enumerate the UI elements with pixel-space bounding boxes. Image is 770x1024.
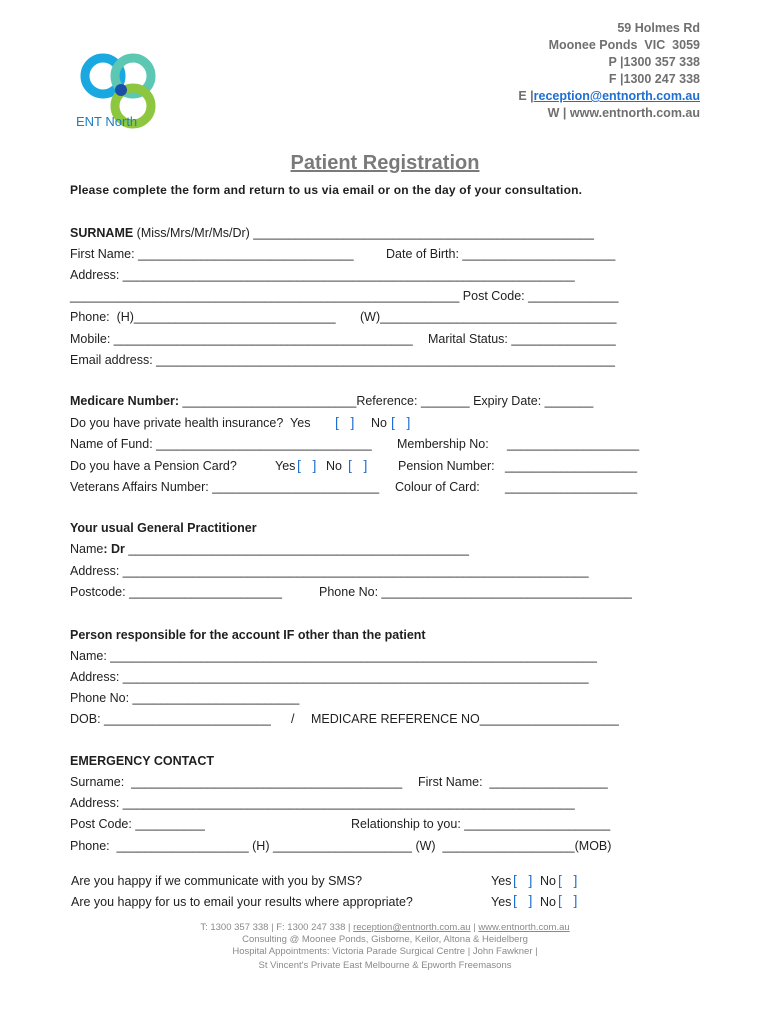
membership-field[interactable]: ___________________ (507, 437, 640, 451)
clinic-address-line2: Moonee Ponds VIC 3059 (548, 38, 700, 52)
phone-home-field[interactable]: Phone: (H)_____________________________ (70, 310, 336, 324)
email-field[interactable]: Email address: __________________________________________________________________ (70, 353, 615, 367)
emergency-surname-field[interactable]: Surname: _______________________________________ (70, 775, 403, 789)
sms-yes-label: Yes (491, 874, 512, 888)
footer-phone-fax: T: 1300 357 338 | F: 1300 247 338 | (200, 922, 354, 933)
private-insurance-question: Do you have private health insurance? Yes (70, 416, 311, 430)
gp-name-field[interactable] (70, 541, 469, 557)
email-prefix: E | (518, 89, 534, 103)
pension-question: Do you have a Pension Card? (70, 459, 237, 473)
colour-of-card-field[interactable]: ___________________ (505, 480, 638, 494)
logo-mark-icon (77, 50, 167, 150)
responsible-medicare-field[interactable]: MEDICARE REFERENCE NO____________________ (311, 712, 619, 726)
surname-label: SURNAME (70, 226, 134, 240)
marital-status-field[interactable]: Marital Status: _______________ (428, 332, 616, 346)
gp-name-line: _________________________________________________ (124, 542, 469, 556)
responsible-name-field[interactable]: Name: ______________________________________________________________________ (70, 649, 597, 663)
clinic-fax: F |1300 247 338 (608, 72, 700, 86)
address-field[interactable]: Address: _________________________________________________________________ (70, 268, 575, 282)
gp-heading: Your usual General Practitioner (70, 521, 257, 535)
emergency-postcode-field[interactable]: Post Code: __________ (70, 817, 205, 831)
sms-question: Are you happy if we communicate with you by SMS? (71, 874, 363, 888)
gp-phone-field[interactable]: Phone No: ____________________________________ (319, 585, 632, 599)
pension-yes-label: Yes (275, 459, 296, 473)
gp-postcode-field[interactable]: Postcode: ______________________ (70, 585, 283, 599)
results-yes-checkbox[interactable]: [ ] (513, 892, 533, 908)
clinic-phone: P |1300 357 338 (608, 55, 700, 69)
mobile-field[interactable]: Mobile: ___________________________________________ (70, 332, 413, 346)
sms-yes-checkbox[interactable]: [ ] (513, 872, 533, 888)
responsible-phone-field[interactable]: Phone No: ________________________ (70, 691, 300, 705)
pension-number-field[interactable]: ___________________ (505, 459, 638, 473)
emergency-phone-field[interactable]: Phone: ___________________ (H) ____________________ (W) ___________________(MOB) (70, 839, 612, 853)
membership-label: Membership No: (397, 437, 489, 451)
veterans-affairs-field[interactable]: Veterans Affairs Number: ________________________ (70, 480, 380, 494)
emergency-address-field[interactable]: Address: _________________________________________________________________ (70, 796, 575, 810)
emergency-first-name-field[interactable]: First Name: _________________ (418, 775, 608, 789)
pension-no-checkbox[interactable]: [ ] (348, 457, 368, 473)
medicare-label: Medicare Number: (70, 394, 180, 408)
clinic-website[interactable]: W | www.entnorth.com.au (547, 106, 700, 120)
gp-address-field[interactable]: Address: ___________________________________________________________________ (70, 564, 589, 578)
footer-separator: | (470, 922, 479, 933)
results-question: Are you happy for us to email your results where appropriate? (71, 895, 413, 909)
responsible-heading: Person responsible for the account IF other than the patient (70, 628, 426, 642)
private-insurance-yes-checkbox[interactable]: [ ] (335, 414, 355, 430)
private-insurance-no-checkbox[interactable]: [ ] (391, 414, 411, 430)
footer-hospital-line: Hospital Appointments: Victoria Parade Surgical Centre | John Fawkner | (232, 946, 538, 957)
address-line2-postcode-field[interactable]: ________________________________________________________ Post Code: _____________ (70, 289, 619, 303)
pension-no-label: No (326, 459, 342, 473)
results-yes-label: Yes (491, 895, 512, 909)
footer-website-link[interactable]: www.entnorth.com.au (478, 922, 570, 933)
footer-contact-line (0, 922, 770, 934)
phone-work-field[interactable]: (W)__________________________________ (360, 310, 617, 324)
clinic-email-link[interactable]: reception@entnorth.com.au (533, 89, 700, 103)
medicare-field[interactable] (70, 393, 593, 409)
gp-name-dr: : Dr (103, 542, 125, 556)
pension-yes-checkbox[interactable]: [ ] (297, 457, 317, 473)
results-no-checkbox[interactable]: [ ] (558, 892, 578, 908)
colour-of-card-label: Colour of Card: (395, 480, 480, 494)
clinic-email-line (518, 88, 700, 105)
surname-field[interactable] (70, 225, 594, 241)
responsible-address-field[interactable]: Address: ___________________________________________________________________ (70, 670, 589, 684)
medicare-line: _________________________Reference: _______ Expiry Date: _______ (179, 394, 594, 408)
emergency-heading: EMERGENCY CONTACT (70, 754, 214, 768)
footer-hospital-line2: St Vincent's Private East Melbourne & Epworth Freemasons (258, 960, 512, 971)
clinic-address-line1: 59 Holmes Rd (617, 21, 700, 35)
footer-email-link[interactable]: reception@entnorth.com.au (353, 922, 471, 933)
sms-no-label: No (540, 874, 556, 888)
ent-north-logo (68, 32, 158, 132)
emergency-relationship-field[interactable]: Relationship to you: _____________________ (351, 817, 611, 831)
surname-line: (Miss/Mrs/Mr/Ms/Dr) _________________________________________________ (133, 226, 594, 240)
private-insurance-no-label: No (371, 416, 387, 430)
gp-name-label: Name (70, 542, 104, 556)
fund-name-field[interactable]: Name of Fund: _______________________________ (70, 437, 372, 451)
footer-consulting-line: Consulting @ Moonee Ponds, Gisborne, Keilor, Altona & Heidelberg (242, 934, 528, 945)
sms-no-checkbox[interactable]: [ ] (558, 872, 578, 888)
results-no-label: No (540, 895, 556, 909)
responsible-dob-field[interactable]: DOB: ________________________ (70, 712, 271, 726)
first-name-field[interactable]: First Name: _______________________________ (70, 247, 354, 261)
logo-text: ENT North (76, 114, 138, 129)
pension-number-label: Pension Number: (398, 459, 495, 473)
responsible-slash: / (291, 712, 295, 726)
page-title: Patient Registration (290, 152, 480, 174)
intro-text: Please complete the form and return to us via email or on the day of your consultation. (70, 183, 583, 197)
dob-field[interactable]: Date of Birth: ______________________ (386, 247, 616, 261)
